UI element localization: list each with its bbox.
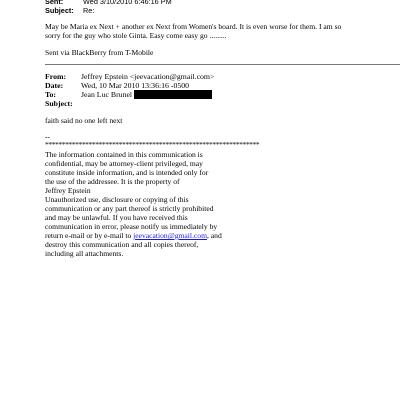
date-row	[45, 81, 190, 90]
reply-subject-row	[45, 6, 95, 15]
reply-subject-label: Subject:	[45, 6, 74, 15]
redaction-bar	[134, 90, 212, 99]
to-value: Jean Luc Brunel	[81, 90, 212, 99]
from-value: Jeffrey Epstein <jeevacation@gmail.com>	[81, 72, 215, 81]
disclaimer-line: and may be unlawful. If you have received this	[45, 213, 188, 222]
to-label: To:	[45, 90, 56, 99]
disclaimer-line: Jeffrey Epstein	[45, 186, 91, 195]
from-label: From:	[45, 72, 67, 81]
original-body-text: faith said no one left next	[45, 116, 123, 125]
original-subject-label: Subject:	[45, 99, 73, 108]
disclaimer-line: communication in error, please notify us immediately by	[45, 222, 218, 231]
disclaimer-line: return e-mail or by e-mail to jeevacation@gmail.com, and	[45, 231, 222, 240]
signature-dashes: --	[45, 132, 51, 141]
disclaimer-line: destroy this communication and all copies thereof,	[45, 240, 199, 249]
original-subject-row	[45, 99, 73, 108]
disclaimer-line: The information contained in this communication is	[45, 150, 203, 159]
disclaimer-line: constitute inside information, and is intended only for	[45, 168, 209, 177]
reply-body-line-1: May be Maria ex Next + another ex Next from Women's board. It is even worse for them. I am so	[45, 22, 342, 31]
sent-label: Sent:	[45, 0, 64, 6]
date-value: Wed, 10 Mar 2010 13:36:16 -0500	[81, 81, 190, 90]
sent-value: Wed 3/10/2010 6:46:16 PM	[83, 0, 172, 6]
to-row	[45, 90, 133, 99]
reply-body-line-2: sorry for the guy who stole Ginta. Easy come easy go .........	[45, 31, 227, 40]
disclaimer	[45, 150, 222, 258]
disclaimer-line: the use of the addressee. It is the property of	[45, 177, 180, 186]
from-row	[45, 72, 215, 81]
disclaimer-line: communication or any part thereof is strictly prohibited	[45, 204, 214, 213]
reply-signature: Sent via BlackBerry from T-Mobile	[45, 48, 154, 57]
asterisk-separator: ****************************************************************	[45, 140, 260, 149]
disclaimer-line: confidential, may be attorney-client privileged, may	[45, 159, 203, 168]
disclaimer-line: including all attachments.	[45, 249, 124, 258]
email-link[interactable]: jeevacation@gmail.com	[133, 231, 207, 240]
disclaimer-line: Unauthorized use, disclosure or copying of this	[45, 195, 189, 204]
reply-subject-value: Re:	[83, 6, 95, 15]
date-label: Date:	[45, 81, 64, 90]
header-divider	[45, 64, 400, 65]
